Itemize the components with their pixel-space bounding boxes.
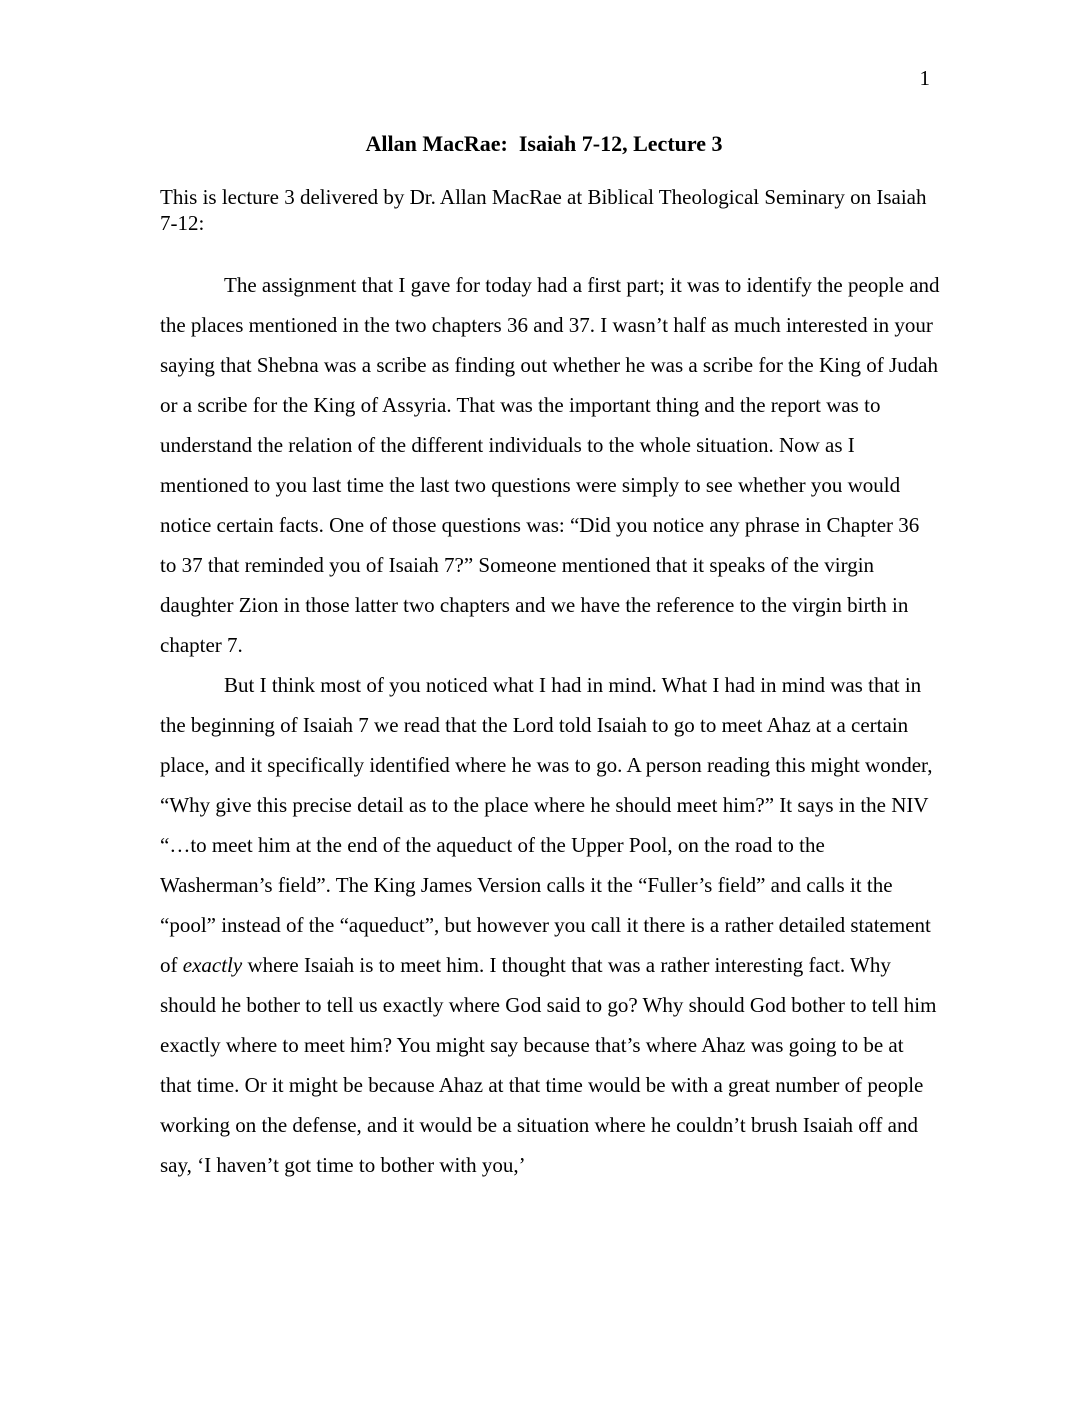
page-number: 1 [919,66,930,90]
intro-paragraph: This is lecture 3 delivered by Dr. Allan MacRae at Biblical Theological Seminary on Isaiah 7-12: [160,185,927,235]
paragraph-2 [160,665,940,1185]
paragraph-2-text-end: where Isaiah is to meet him. I thought that was a rather interesting fact. Why should he bother to tell us exactly where God said to go? Why should God bother to tell him exactly where to meet him? You might say because that’s where Ahaz was going to be at that time. Or it might be because Ahaz at that time would be with a great number of people working on the defense, and it would be a situation where he couldn’t brush Isaiah off and say, ‘I haven’t got time to bother with you,’ [160,953,937,1177]
paragraph-1: The assignment that I gave for today had a first part; it was to identify the people and the places mentioned in the two chapters 36 and 37. I wasn’t half as much interested in your saying that Shebna was a scribe as finding out whether he was a scribe for the King of Judah or a scribe for the King of Assyria. That was the important thing and the report was to understand the relation of the different individuals to the whole situation. Now as I mentioned to you last time the last two questions were simply to see whether you would notice certain facts. One of those questions was: “Did you notice any phrase in Chapter 36 to 37 that reminded you of Isaiah 7?” Someone mentioned that it speaks of the virgin daughter Zion in those latter two chapters and we have the reference to the virgin birth in chapter 7. [160,273,940,657]
document-title: Allan MacRae: Isaiah 7-12, Lecture 3 [365,131,723,156]
paragraph-2-text-start: But I think most of you noticed what I had in mind. What I had in mind was that in the beginning of Isaiah 7 we read that the Lord told Isaiah to go to meet Ahaz at a certain place, and it specifically identified where he was to go. A person reading this might wonder, “Why give this precise detail as to the place where he should meet him?” It says in the NIV “…to meet him at the end of the aqueduct of the Upper Pool, on the road to the Washerman’s field”. The King James Version calls it the “Fuller’s field” and calls it the “pool” instead of the “aqueduct”, but however you call it there is a rather detailed statement of [160,673,933,977]
paragraph-2-emphasis: exactly [182,953,243,977]
body-text [160,265,940,1185]
